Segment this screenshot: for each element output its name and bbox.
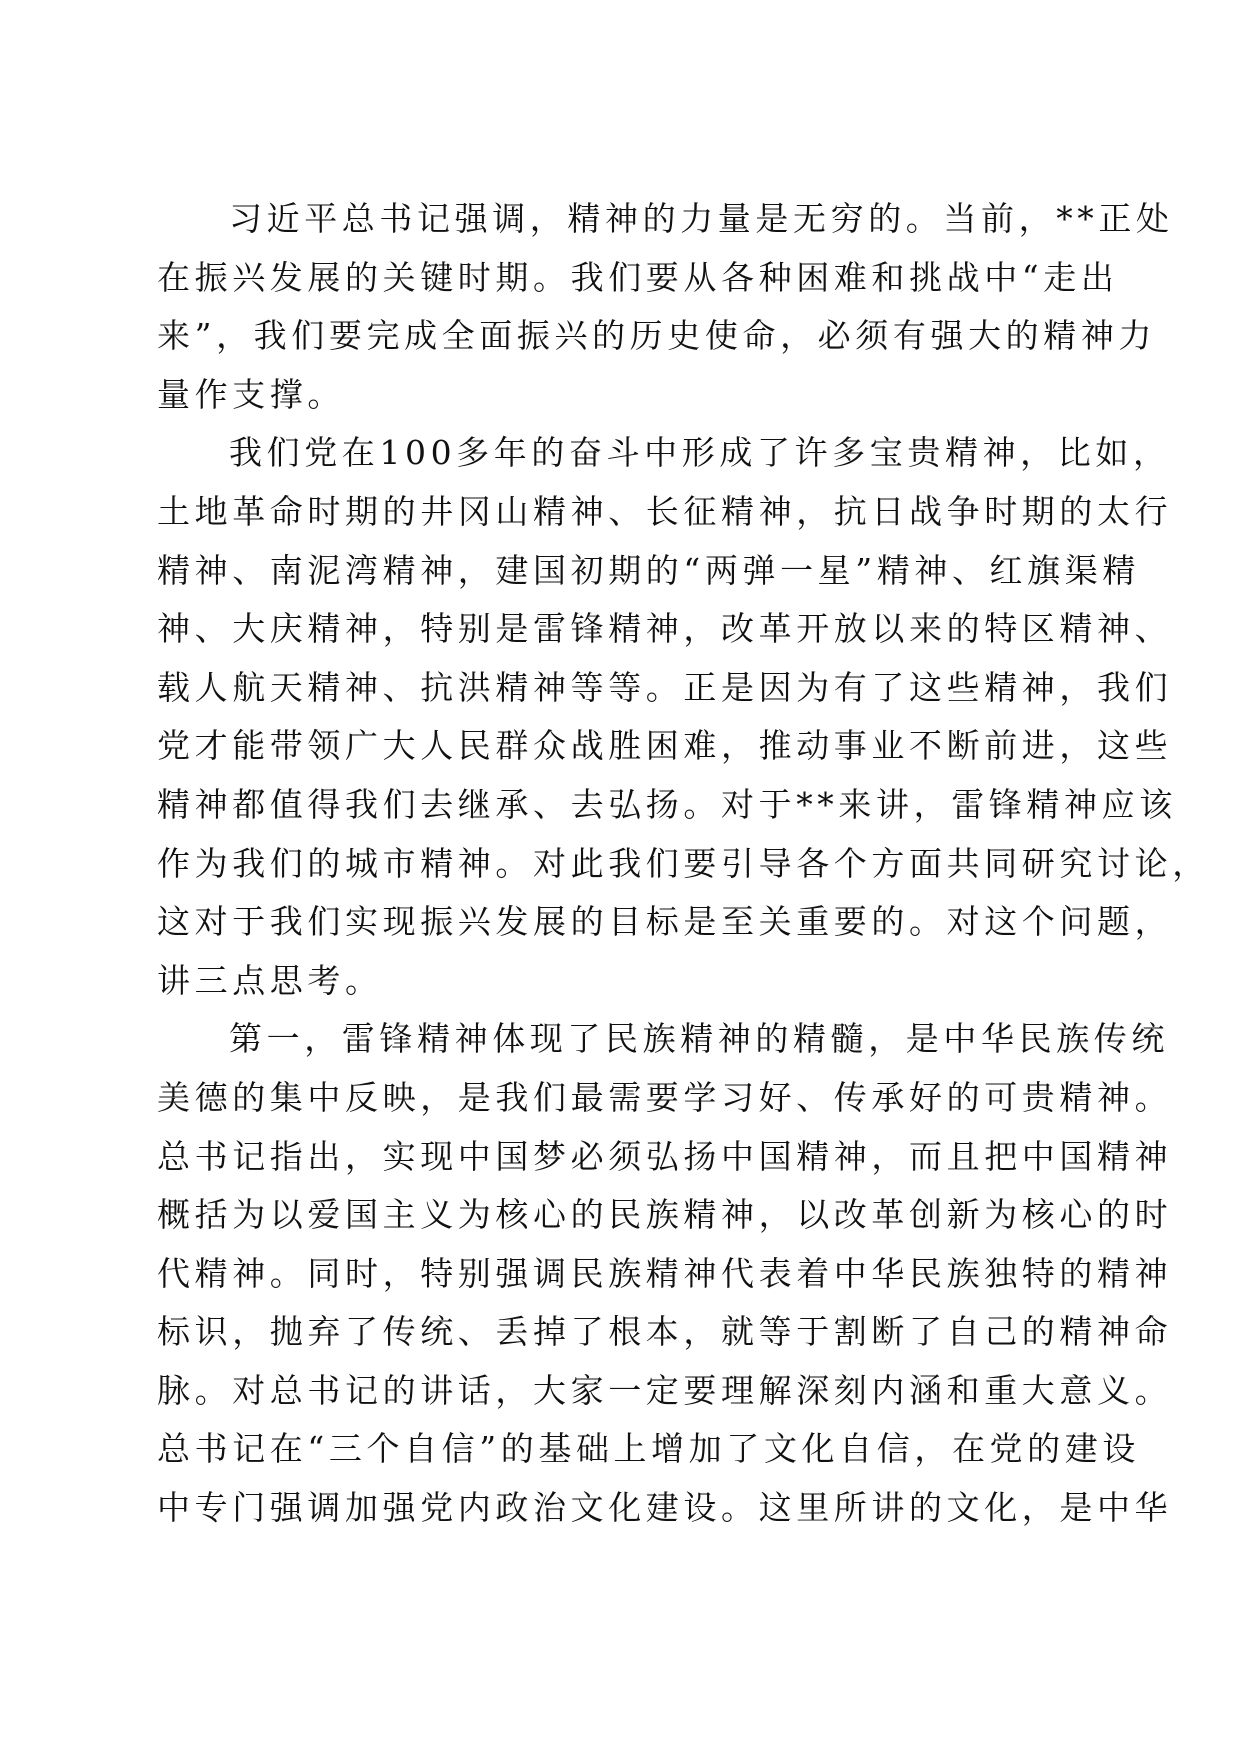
paragraph-3-line: 第一，雷锋精神体现了民族精神的精髓，是中华民族传统 — [229, 1019, 1169, 1059]
paragraph-3-line: 中专门强调加强党内政治文化建设。这里所讲的文化，是中华 — [157, 1488, 1173, 1528]
paragraph-2-line: 神、大庆精神，特别是雷锋精神，改革开放以来的特区精神、 — [157, 609, 1173, 649]
paragraph-3-line: 标识，抛弃了传统、丢掉了根本，就等于割断了自己的精神命 — [157, 1312, 1173, 1352]
paragraph-2-line: 我们党在100多年的奋斗中形成了许多宝贵精神，比如， — [229, 433, 1171, 473]
paragraph-3-line: 脉。对总书记的讲话，大家一定要理解深刻内涵和重大意义。 — [157, 1370, 1173, 1410]
paragraph-2-line: 精神、南泥湾精神，建国初期的“两弹一星”精神、红旗渠精 — [157, 550, 1140, 590]
paragraph-1-line: 在振兴发展的关键时期。我们要从各种困难和挑战中“走出 — [157, 257, 1119, 297]
paragraph-2-line: 土地革命时期的井冈山精神、长征精神，抗日战争时期的太行 — [157, 491, 1173, 531]
paragraph-3-line: 美德的集中反映，是我们最需要学习好、传承好的可贵精神。 — [157, 1077, 1173, 1117]
document-body — [157, 190, 1210, 1538]
paragraph-2-line: 党才能带领广大人民群众战胜困难，推动事业不断前进，这些 — [157, 726, 1173, 766]
paragraph-3-line: 总书记在“三个自信”的基础上增加了文化自信，在党的建设 — [157, 1429, 1140, 1469]
paragraph-2-line: 精神都值得我们去继承、去弘扬。对于**来讲，雷锋精神应该 — [157, 784, 1177, 824]
paragraph-3-line: 代精神。同时，特别强调民族精神代表着中华民族独特的精神 — [157, 1253, 1173, 1293]
paragraph-2-line: 作为我们的城市精神。对此我们要引导各个方面共同研究讨论， — [157, 843, 1210, 883]
paragraph-1-line: 来”，我们要完成全面振兴的历史使命，必须有强大的精神力 — [157, 316, 1157, 356]
paragraph-3-line: 总书记指出，实现中国梦必须弘扬中国精神，而且把中国精神 — [157, 1136, 1173, 1176]
paragraph-3-line: 概括为以爱国主义为核心的民族精神，以改革创新为核心的时 — [157, 1195, 1173, 1235]
paragraph-2-line: 讲三点思考。 — [157, 960, 383, 1000]
paragraph-1-line: 习近平总书记强调，精神的力量是无穷的。当前，**正处 — [229, 199, 1174, 238]
paragraph-2-line: 载人航天精神、抗洪精神等等。正是因为有了这些精神，我们 — [157, 667, 1173, 707]
paragraph-1-line: 量作支撑。 — [157, 374, 345, 414]
paragraph-2-line: 这对于我们实现振兴发展的目标是至关重要的。对这个问题， — [157, 902, 1173, 942]
